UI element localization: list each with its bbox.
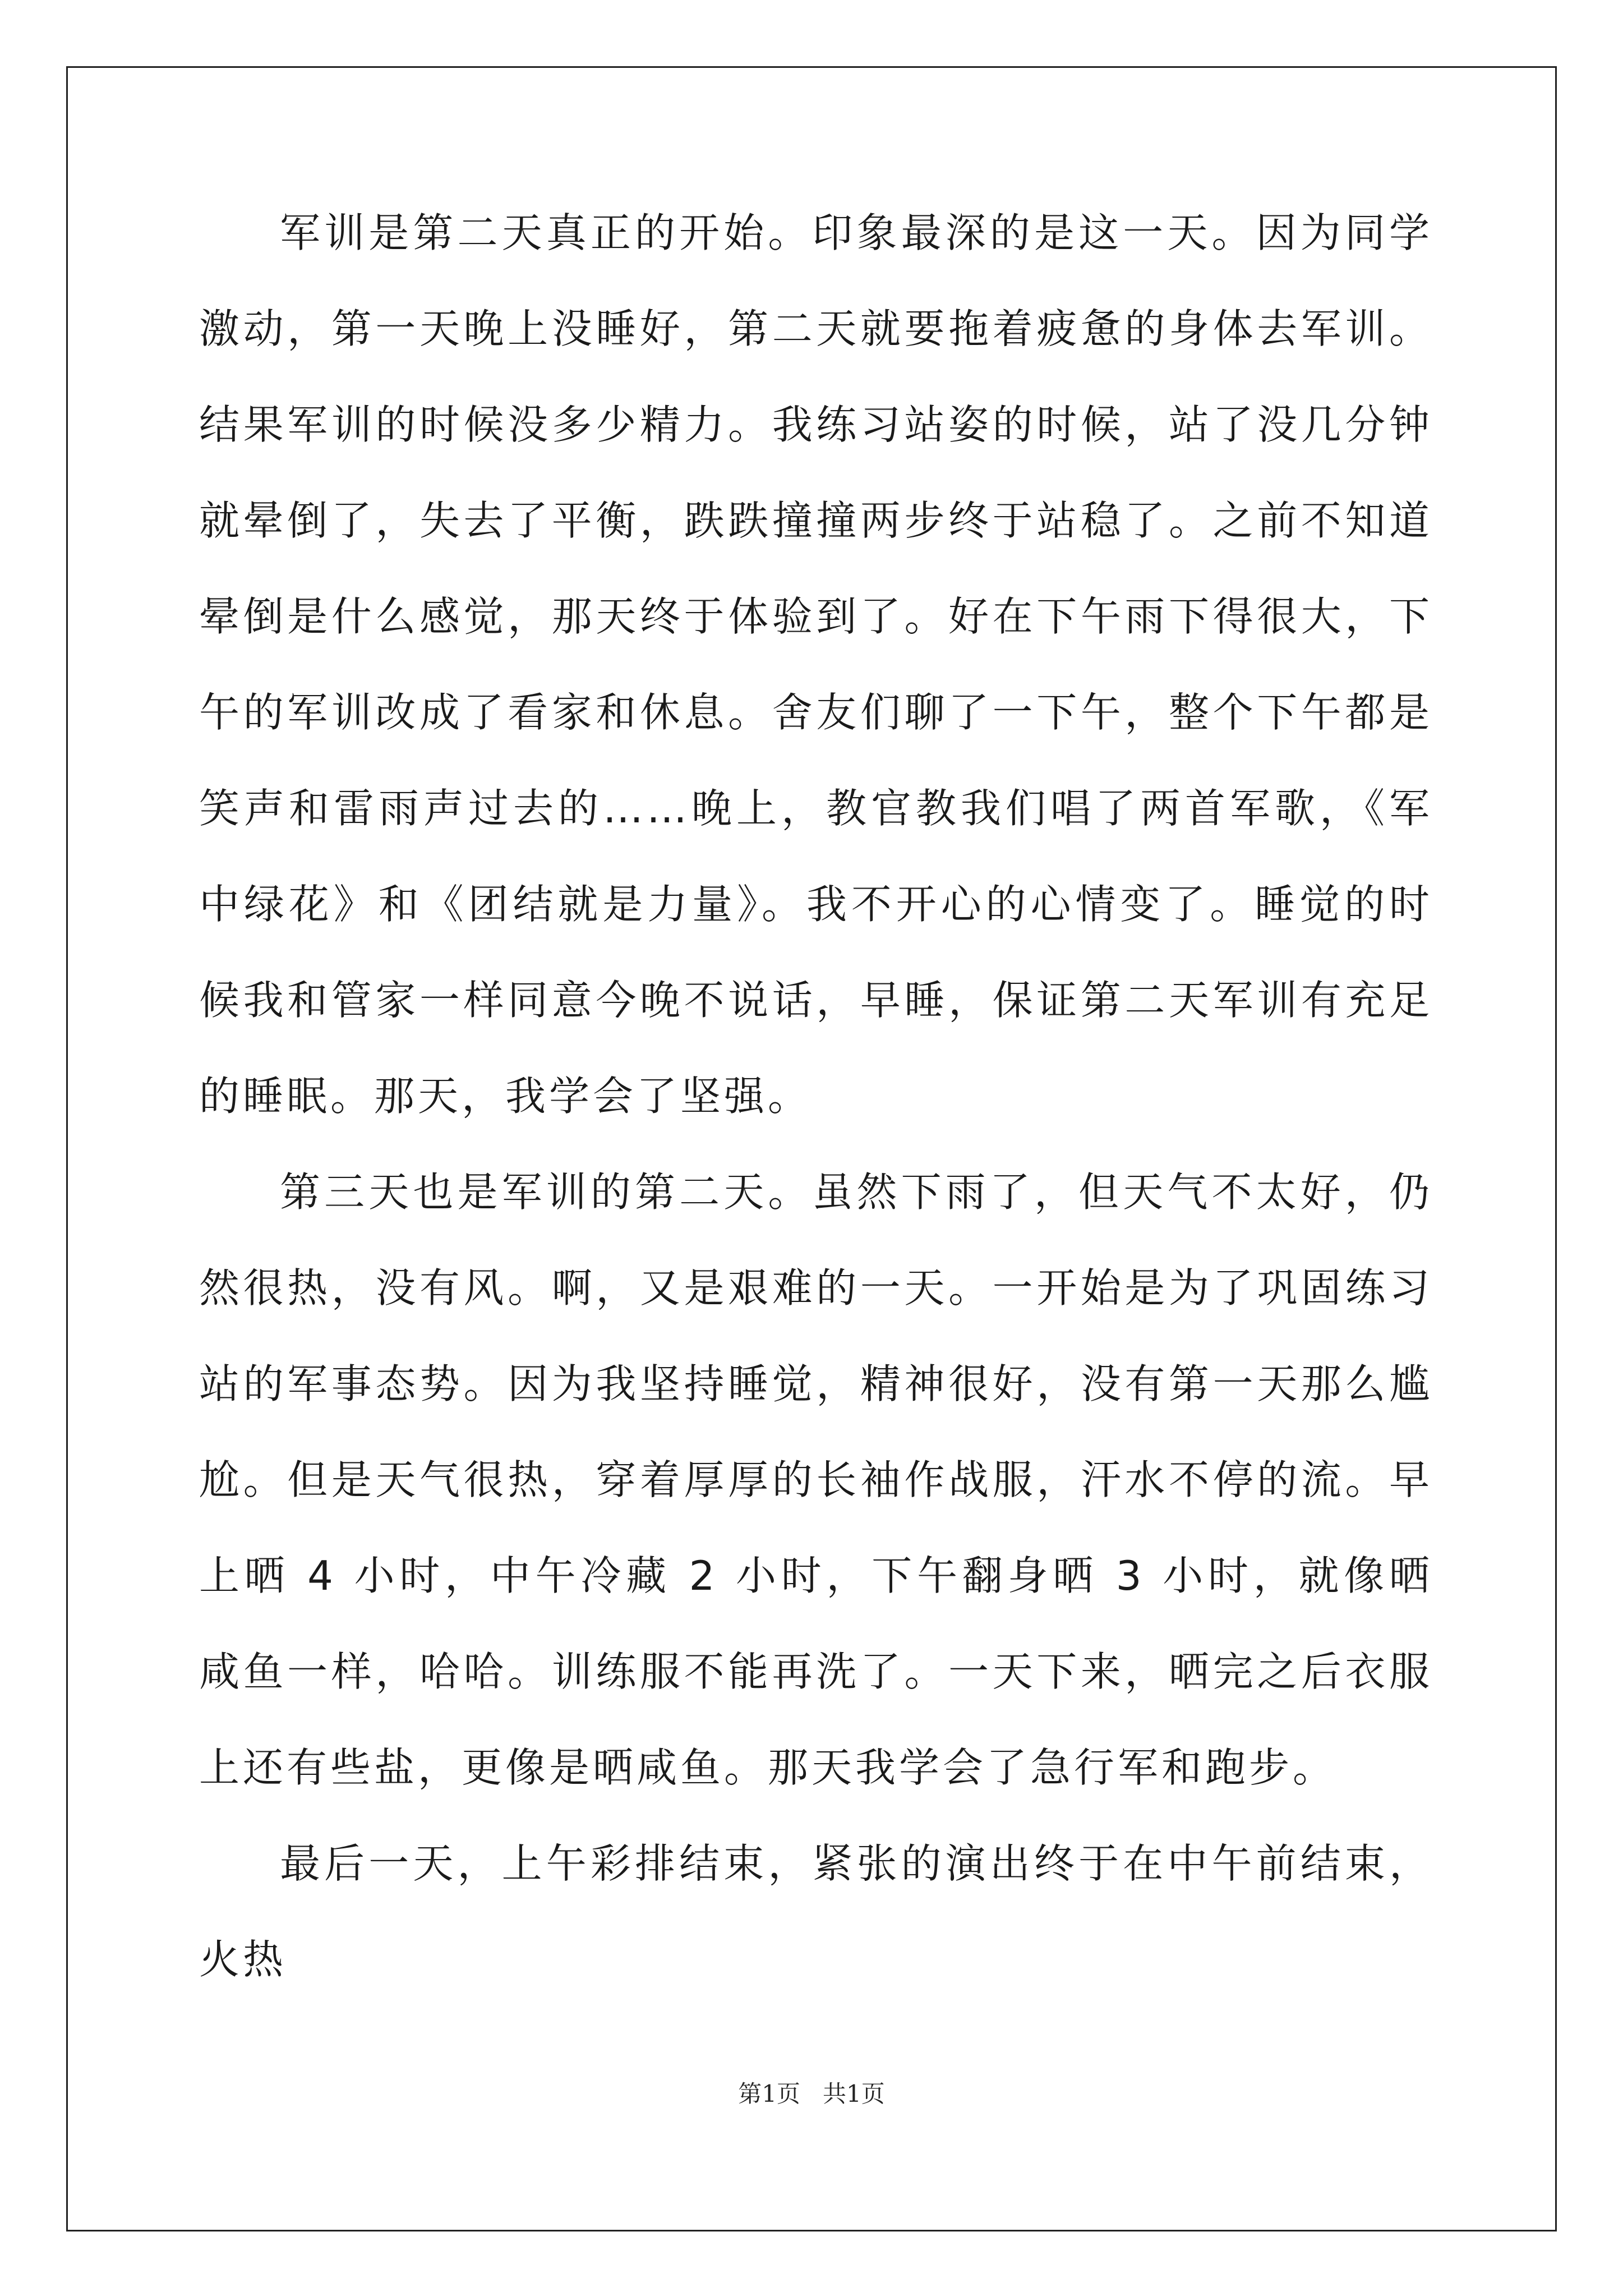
paragraph-3: 最后一天，上午彩排结束，紧张的演出终于在中午前结束，火热	[199, 1840, 1433, 1983]
page-footer: 第1页 共1页	[738, 2080, 885, 2108]
paragraph-1: 军训是第二天真正的开始。印象最深的是这一天。因为同学激动，第一天晚上没睡好，第二天就要拖着疲惫的身体去军训。结果军训的时候没多少精力。我练习站姿的时候，站了没几分钟就晕倒了，失去了平衡，跌跌撞撞两步终于站稳了。之前不知道晕倒是什么感觉，那天终于体验到了。好在下午雨下得很大，下午的军训改成了看家和休息。舍友们聊了一下午，整个下午都是笑声和雷雨声过去的……晚上，教官教我们唱了两首军歌，《军中绿花》和《团结就是力量》。我不开心的心情变了。睡觉的时候我和管家一样同意今晚不说话，早睡，保证第二天军训有充足的睡眠。那天，我学会了坚强。	[199, 209, 1433, 1120]
paragraph-2: 第三天也是军训的第二天。虽然下雨了，但天气不太好，仍然很热，没有风。啊，又是艰难的一天。一开始是为了巩固练习站的军事态势。因为我坚持睡觉，精神很好，没有第一天那么尴尬。但是天气很热，穿着厚厚的长袖作战服，汗水不停的流。早上晒 4 小时，中午冷藏 2 小时，下午翻身晒 3 小时，就像晒咸鱼一样，哈哈。训练服不能再洗了。一天下来，晒完之后衣服上还有些盐，更像是晒咸鱼。那天我学会了急行军和跑步。	[199, 1168, 1433, 1791]
document-body	[199, 185, 1433, 2008]
